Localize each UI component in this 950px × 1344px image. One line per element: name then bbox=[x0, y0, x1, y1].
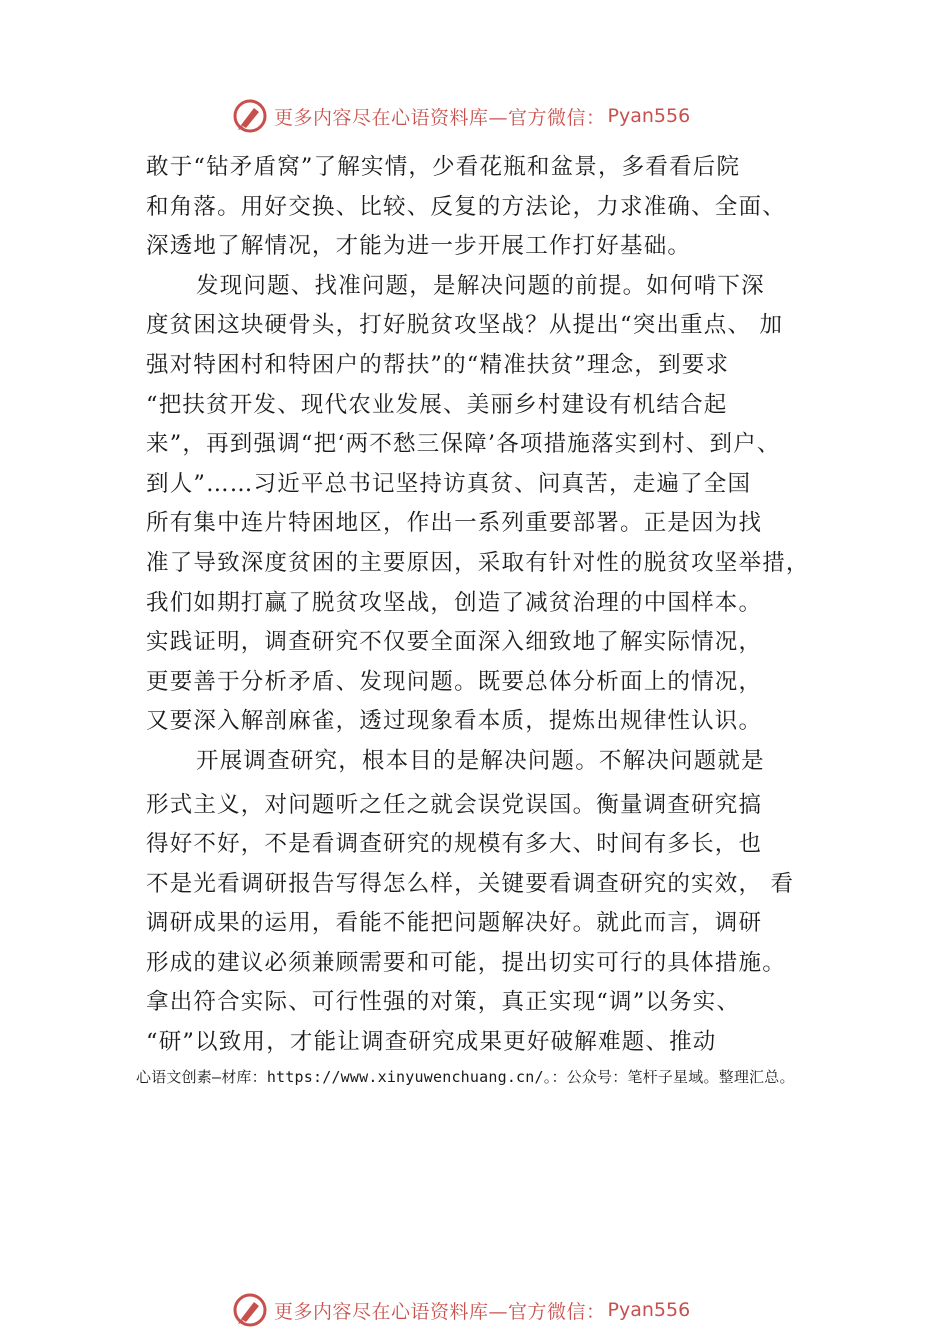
paragraph-start: 发现问题、找准问题，是解决问题的前提。如何啃下深 bbox=[196, 272, 765, 299]
article-body bbox=[146, 148, 836, 1063]
paragraph-start: 开展调查研究，根本目的是解决问题。不解决问题就是 bbox=[196, 747, 765, 774]
body-line: 调研成果的运用，看能不能把问题解决好。就此而言，调研 bbox=[146, 910, 763, 937]
body-line: 更要善于分析矛盾、发现问题。既要总体分析面上的情况， bbox=[146, 668, 763, 695]
body-line: 实践证明，调查研究不仅要全面深入细致地了解实际情况， bbox=[146, 629, 763, 656]
body-line: 得好不好，不是看调查研究的规模有多大、时间有多长，也 bbox=[146, 831, 763, 858]
body-line: 拿出符合实际、可行性强的对策，真正实现“调”以务实、 bbox=[146, 989, 741, 1016]
banner-text: 更多内容尽在心语资料库—官方微信： bbox=[274, 106, 606, 129]
body-line: 形式主义，对问题听之任之就会误党误国。衡量调查研究搞 bbox=[146, 791, 763, 818]
body-line: 不是光看调研报告写得怎么样，关键要看调查研究的实效， 看 bbox=[146, 870, 795, 897]
wechat-id: Pyan556 bbox=[607, 105, 691, 127]
source-footnote: 心语文创素—材库：https://www.xinyuwenchuang.cn/。：公众号：笔杆子星域。整理汇总。 bbox=[136, 1068, 795, 1086]
body-line: 准了导致深度贫困的主要原因，采取有针对性的脱贫攻坚举措， bbox=[146, 549, 810, 576]
body-line: 深透地了解情况，才能为进一步开展工作打好基础。 bbox=[146, 233, 692, 260]
body-line: “研”以致用，才能让调查研究成果更好破解难题、推动 bbox=[146, 1029, 717, 1056]
body-line: 形成的建议必须兼顾需要和可能，提出切实可行的具体措施。 bbox=[146, 949, 786, 976]
wechat-id: Pyan556 bbox=[607, 1299, 691, 1321]
pen-logo-icon bbox=[232, 98, 268, 134]
pen-logo-icon bbox=[232, 1292, 268, 1328]
header-banner bbox=[232, 96, 690, 136]
body-line: 强对特困村和特困户的帮扶”的“精准扶贫”理念，到要求 bbox=[146, 351, 730, 378]
body-line: 度贫困这块硬骨头，打好脱贫攻坚战？从提出“突出重点、 加 bbox=[146, 312, 784, 339]
body-line: 和角落。用好交换、比较、反复的方法论，力求准确、全面、 bbox=[146, 193, 786, 220]
footer-banner bbox=[232, 1290, 690, 1330]
body-line: 到人”……习近平总书记坚持访真贫、问真苦，走遍了全国 bbox=[146, 470, 752, 497]
body-line: “把扶贫开发、现代农业发展、美丽乡村建设有机结合起 bbox=[146, 391, 728, 418]
body-line: 敢于“钻矛盾窝”了解实情，少看花瓶和盆景，多看看后院 bbox=[146, 154, 741, 180]
body-line: 又要深入解剖麻雀，透过现象看本质，提炼出规律性认识。 bbox=[146, 708, 763, 735]
body-line: 来”，再到强调“把‘两不愁三保障’各项措施落实到村、到户、 bbox=[146, 431, 781, 458]
banner-text: 更多内容尽在心语资料库—官方微信： bbox=[274, 1300, 606, 1323]
body-line: 所有集中连片特困地区，作出一系列重要部署。正是因为找 bbox=[146, 510, 763, 537]
body-line: 我们如期打赢了脱贫攻坚战，创造了减贫治理的中国样本。 bbox=[146, 589, 763, 616]
